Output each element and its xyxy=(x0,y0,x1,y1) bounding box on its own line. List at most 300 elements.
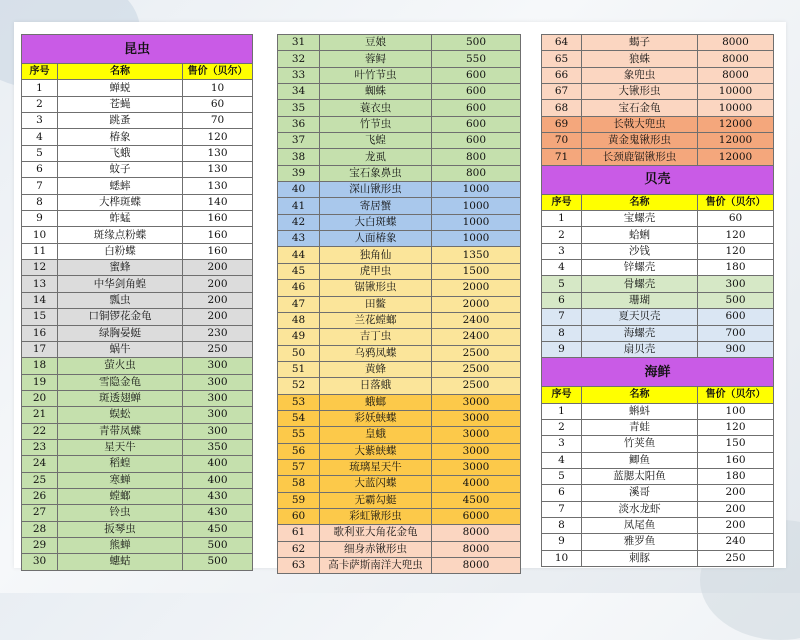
row-number: 66 xyxy=(542,67,582,83)
row-number: 59 xyxy=(278,492,320,508)
shells-header xyxy=(542,165,774,210)
item-price: 10000 xyxy=(698,100,774,116)
row-number: 2 xyxy=(22,96,58,112)
table-row xyxy=(278,525,521,541)
row-number: 36 xyxy=(278,116,320,132)
table-row xyxy=(278,198,521,214)
item-name: 口铜锣花金龟 xyxy=(58,309,183,325)
table-row xyxy=(542,51,774,67)
table-row xyxy=(22,113,253,129)
item-price: 350 xyxy=(183,439,253,455)
item-price: 3000 xyxy=(432,410,521,426)
table-row xyxy=(542,436,774,452)
table-row xyxy=(22,227,253,243)
row-number: 3 xyxy=(542,436,582,452)
item-name: 螳螂 xyxy=(58,488,183,504)
item-price: 6000 xyxy=(432,508,521,524)
seafood-title: 海鲜 xyxy=(542,358,774,387)
item-price: 500 xyxy=(183,537,253,553)
insects-continued-rows-2 xyxy=(542,35,774,166)
item-price: 430 xyxy=(183,488,253,504)
item-price: 70 xyxy=(183,113,253,129)
row-number: 17 xyxy=(22,341,58,357)
table-row xyxy=(278,133,521,149)
item-name: 青蛙 xyxy=(582,419,698,435)
table-row xyxy=(278,296,521,312)
item-price: 800 xyxy=(432,149,521,165)
item-price: 130 xyxy=(183,145,253,161)
item-price: 3000 xyxy=(432,394,521,410)
table-row xyxy=(22,505,253,521)
row-number: 51 xyxy=(278,361,320,377)
row-number: 41 xyxy=(278,198,320,214)
table-row xyxy=(22,243,253,259)
row-number: 53 xyxy=(278,394,320,410)
table-row xyxy=(22,407,253,423)
item-name: 扇贝壳 xyxy=(582,341,698,357)
item-name: 虎甲虫 xyxy=(320,263,432,279)
item-name: 无霸勾蜓 xyxy=(320,492,432,508)
row-number: 30 xyxy=(22,554,58,570)
item-name: 铃虫 xyxy=(58,505,183,521)
row-number: 62 xyxy=(278,541,320,557)
row-number: 58 xyxy=(278,476,320,492)
row-number: 38 xyxy=(278,149,320,165)
item-price: 4000 xyxy=(432,476,521,492)
item-name: 黄金鬼锹形虫 xyxy=(582,133,698,149)
item-name: 蜜蜂 xyxy=(58,260,183,276)
table-row xyxy=(278,149,521,165)
item-name: 扳琴虫 xyxy=(58,521,183,537)
item-name: 夏天贝壳 xyxy=(582,309,698,325)
item-name: 大锹形虫 xyxy=(582,84,698,100)
item-price: 160 xyxy=(183,211,253,227)
item-name: 蜈蚣 xyxy=(58,407,183,423)
table-row xyxy=(278,231,521,247)
table-row xyxy=(278,508,521,524)
item-name: 淡水龙虾 xyxy=(582,501,698,517)
row-number: 19 xyxy=(22,374,58,390)
item-name: 宝螺壳 xyxy=(582,211,698,227)
item-price: 500 xyxy=(432,35,521,51)
item-name: 彩虹锹形虫 xyxy=(320,508,432,524)
row-number: 13 xyxy=(22,276,58,292)
table-row xyxy=(22,211,253,227)
table-row xyxy=(278,541,521,557)
table-row xyxy=(22,439,253,455)
table-row xyxy=(278,410,521,426)
item-price: 3000 xyxy=(432,459,521,475)
insects-continued-column xyxy=(277,34,521,574)
item-name: 青带凤蝶 xyxy=(58,423,183,439)
row-number: 8 xyxy=(22,194,58,210)
row-number: 3 xyxy=(542,243,582,259)
row-number: 6 xyxy=(542,292,582,308)
item-price: 8000 xyxy=(698,51,774,67)
row-number: 28 xyxy=(22,521,58,537)
table-row xyxy=(22,129,253,145)
item-price: 160 xyxy=(183,243,253,259)
item-name: 蜘蛛 xyxy=(320,84,432,100)
row-number: 33 xyxy=(278,67,320,83)
row-number: 24 xyxy=(22,456,58,472)
table-row xyxy=(278,182,521,198)
item-price: 1000 xyxy=(432,214,521,230)
row-number: 61 xyxy=(278,525,320,541)
row-number: 9 xyxy=(542,534,582,550)
table-row xyxy=(278,312,521,328)
item-name: 人面椿象 xyxy=(320,231,432,247)
item-name: 星天牛 xyxy=(58,439,183,455)
col-header-price: 售价（贝尔） xyxy=(698,387,774,403)
table-row xyxy=(22,456,253,472)
item-name: 黄蜂 xyxy=(320,361,432,377)
table-row xyxy=(542,403,774,419)
item-price: 2500 xyxy=(432,361,521,377)
table-row xyxy=(542,67,774,83)
item-name: 宝石金龟 xyxy=(582,100,698,116)
row-number: 67 xyxy=(542,84,582,100)
col-header-price: 售价（贝尔） xyxy=(183,64,253,80)
row-number: 45 xyxy=(278,263,320,279)
row-number: 5 xyxy=(542,468,582,484)
item-price: 300 xyxy=(183,407,253,423)
item-name: 蝌蚪 xyxy=(582,403,698,419)
item-name: 兰花螳螂 xyxy=(320,312,432,328)
row-number: 10 xyxy=(22,227,58,243)
table-row xyxy=(278,476,521,492)
row-number: 48 xyxy=(278,312,320,328)
table-row xyxy=(542,341,774,357)
row-number: 43 xyxy=(278,231,320,247)
item-price: 130 xyxy=(183,162,253,178)
item-name: 大蓝闪蝶 xyxy=(320,476,432,492)
insects-title: 昆虫 xyxy=(22,35,253,64)
item-price: 400 xyxy=(183,472,253,488)
row-number: 60 xyxy=(278,508,320,524)
item-name: 皇蛾 xyxy=(320,427,432,443)
item-name: 飞蛾 xyxy=(58,145,183,161)
table-row xyxy=(22,80,253,96)
table-row xyxy=(542,116,774,132)
item-name: 蚊子 xyxy=(58,162,183,178)
item-name: 田鳖 xyxy=(320,296,432,312)
item-name: 沙钱 xyxy=(582,243,698,259)
row-number: 57 xyxy=(278,459,320,475)
table-row xyxy=(542,468,774,484)
item-price: 8000 xyxy=(698,35,774,51)
row-number: 42 xyxy=(278,214,320,230)
table-row xyxy=(278,378,521,394)
table-row xyxy=(542,419,774,435)
item-price: 60 xyxy=(183,96,253,112)
table-row xyxy=(278,67,521,83)
table-row xyxy=(22,488,253,504)
table-row xyxy=(542,243,774,259)
table-row xyxy=(278,165,521,181)
table-row xyxy=(542,485,774,501)
item-name: 蓝腮太阳鱼 xyxy=(582,468,698,484)
item-name: 鲫鱼 xyxy=(582,452,698,468)
item-name: 狼蛛 xyxy=(582,51,698,67)
row-number: 69 xyxy=(542,116,582,132)
row-number: 26 xyxy=(22,488,58,504)
item-name: 雪隐金龟 xyxy=(58,374,183,390)
item-name: 锯锹形虫 xyxy=(320,280,432,296)
row-number: 3 xyxy=(22,113,58,129)
shells-title: 贝壳 xyxy=(542,165,774,194)
table-row xyxy=(542,309,774,325)
item-name: 深山锹形虫 xyxy=(320,182,432,198)
item-price: 60 xyxy=(698,211,774,227)
item-name: 寄居蟹 xyxy=(320,198,432,214)
row-number: 20 xyxy=(22,390,58,406)
table-row xyxy=(278,459,521,475)
item-price: 300 xyxy=(183,423,253,439)
table-row xyxy=(22,472,253,488)
item-name: 凤尾鱼 xyxy=(582,517,698,533)
row-number: 46 xyxy=(278,280,320,296)
table-row xyxy=(542,133,774,149)
insects-rows xyxy=(22,80,253,570)
row-number: 1 xyxy=(22,80,58,96)
item-name: 锌螺壳 xyxy=(582,260,698,276)
table-row xyxy=(22,390,253,406)
insects-table xyxy=(21,34,253,571)
item-name: 骨螺壳 xyxy=(582,276,698,292)
row-number: 68 xyxy=(542,100,582,116)
row-number: 1 xyxy=(542,211,582,227)
item-price: 250 xyxy=(698,550,774,566)
item-name: 海螺壳 xyxy=(582,325,698,341)
item-name: 雅罗鱼 xyxy=(582,534,698,550)
table-row xyxy=(542,260,774,276)
item-price: 160 xyxy=(183,227,253,243)
item-price: 200 xyxy=(698,501,774,517)
item-price: 2000 xyxy=(432,280,521,296)
item-name: 斑透翅蝉 xyxy=(58,390,183,406)
item-price: 2000 xyxy=(432,296,521,312)
item-name: 蚱蜢 xyxy=(58,211,183,227)
item-price: 900 xyxy=(698,341,774,357)
item-price: 200 xyxy=(183,309,253,325)
table-row xyxy=(278,35,521,51)
item-name: 苍蝇 xyxy=(58,96,183,112)
row-number: 39 xyxy=(278,165,320,181)
item-name: 寒蝉 xyxy=(58,472,183,488)
table-row xyxy=(542,100,774,116)
row-number: 18 xyxy=(22,358,58,374)
item-price: 600 xyxy=(698,309,774,325)
item-price: 200 xyxy=(698,485,774,501)
item-name: 蓑衣虫 xyxy=(320,100,432,116)
row-number: 56 xyxy=(278,443,320,459)
item-price: 200 xyxy=(183,260,253,276)
row-number: 9 xyxy=(542,341,582,357)
item-name: 长戟大兜虫 xyxy=(582,116,698,132)
table-row xyxy=(278,51,521,67)
row-number: 9 xyxy=(22,211,58,227)
item-price: 200 xyxy=(183,276,253,292)
table-row xyxy=(22,178,253,194)
item-price: 1000 xyxy=(432,182,521,198)
item-price: 300 xyxy=(183,358,253,374)
item-price: 120 xyxy=(698,227,774,243)
item-name: 椿象 xyxy=(58,129,183,145)
table-row xyxy=(278,345,521,361)
table-row xyxy=(22,537,253,553)
insects-continued-rows xyxy=(278,35,521,574)
seafood-header xyxy=(542,358,774,403)
item-price: 4500 xyxy=(432,492,521,508)
table-row xyxy=(542,227,774,243)
item-price: 1000 xyxy=(432,231,521,247)
item-price: 200 xyxy=(183,292,253,308)
row-number: 7 xyxy=(542,309,582,325)
item-name: 日落蛾 xyxy=(320,378,432,394)
row-number: 4 xyxy=(542,452,582,468)
item-name: 刺豚 xyxy=(582,550,698,566)
row-number: 37 xyxy=(278,133,320,149)
item-name: 龙虱 xyxy=(320,149,432,165)
table-row xyxy=(22,145,253,161)
row-number: 4 xyxy=(22,129,58,145)
table-row xyxy=(278,280,521,296)
item-price: 600 xyxy=(432,116,521,132)
row-number: 25 xyxy=(22,472,58,488)
item-price: 160 xyxy=(698,452,774,468)
row-number: 34 xyxy=(278,84,320,100)
item-name: 高卡萨斯南洋大兜虫 xyxy=(320,558,432,574)
table-row xyxy=(542,501,774,517)
row-number: 2 xyxy=(542,227,582,243)
table-row xyxy=(278,558,521,574)
row-number: 64 xyxy=(542,35,582,51)
col-header-name: 名称 xyxy=(582,387,698,403)
item-name: 稻蝗 xyxy=(58,456,183,472)
item-name: 宝石象鼻虫 xyxy=(320,165,432,181)
item-name: 飞蝗 xyxy=(320,133,432,149)
row-number: 55 xyxy=(278,427,320,443)
item-name: 象兜虫 xyxy=(582,67,698,83)
item-name: 萤火虫 xyxy=(58,358,183,374)
table-row xyxy=(542,149,774,165)
item-price: 8000 xyxy=(432,525,521,541)
table-row xyxy=(22,162,253,178)
row-number: 63 xyxy=(278,558,320,574)
item-price: 300 xyxy=(183,390,253,406)
item-price: 500 xyxy=(183,554,253,570)
row-number: 2 xyxy=(542,419,582,435)
item-price: 2500 xyxy=(432,345,521,361)
row-number: 10 xyxy=(542,550,582,566)
table-row xyxy=(22,96,253,112)
item-price: 1500 xyxy=(432,263,521,279)
row-number: 70 xyxy=(542,133,582,149)
item-name: 琉璃星天牛 xyxy=(320,459,432,475)
row-number: 8 xyxy=(542,325,582,341)
item-name: 彩妖蛱蝶 xyxy=(320,410,432,426)
table-row xyxy=(542,452,774,468)
row-number: 44 xyxy=(278,247,320,263)
right-column xyxy=(541,34,774,567)
table-row xyxy=(22,554,253,570)
item-name: 大白斑蝶 xyxy=(320,214,432,230)
item-name: 蟪蛄 xyxy=(58,554,183,570)
row-number: 65 xyxy=(542,51,582,67)
row-number: 27 xyxy=(22,505,58,521)
item-name: 竹荚鱼 xyxy=(582,436,698,452)
shells-rows xyxy=(542,211,774,358)
row-number: 7 xyxy=(22,178,58,194)
row-number: 11 xyxy=(22,243,58,259)
table-row xyxy=(278,263,521,279)
insects-column xyxy=(21,34,253,571)
item-name: 歌利亚大角花金龟 xyxy=(320,525,432,541)
col-header-name: 名称 xyxy=(582,194,698,210)
table-row xyxy=(22,423,253,439)
item-name: 瓢虫 xyxy=(58,292,183,308)
item-price: 8000 xyxy=(432,558,521,574)
row-number: 21 xyxy=(22,407,58,423)
row-number: 6 xyxy=(22,162,58,178)
item-name: 竹节虫 xyxy=(320,116,432,132)
table-row xyxy=(542,292,774,308)
col-header-price: 售价（贝尔） xyxy=(698,194,774,210)
row-number: 40 xyxy=(278,182,320,198)
table-row xyxy=(22,276,253,292)
item-name: 细身赤锹形虫 xyxy=(320,541,432,557)
row-number: 29 xyxy=(22,537,58,553)
table-row xyxy=(278,492,521,508)
table-row xyxy=(542,211,774,227)
item-name: 跳蚤 xyxy=(58,113,183,129)
table-row xyxy=(542,325,774,341)
table-row xyxy=(542,534,774,550)
row-number: 15 xyxy=(22,309,58,325)
item-price: 10 xyxy=(183,80,253,96)
item-price: 450 xyxy=(183,521,253,537)
item-price: 1000 xyxy=(432,198,521,214)
item-price: 8000 xyxy=(432,541,521,557)
row-number: 14 xyxy=(22,292,58,308)
table-row xyxy=(542,84,774,100)
row-number: 16 xyxy=(22,325,58,341)
item-name: 熊蝉 xyxy=(58,537,183,553)
table-row xyxy=(278,84,521,100)
item-price: 430 xyxy=(183,505,253,521)
item-price: 600 xyxy=(432,133,521,149)
item-price: 140 xyxy=(183,194,253,210)
col-header-number: 序号 xyxy=(542,387,582,403)
col-header-name: 名称 xyxy=(58,64,183,80)
table-row xyxy=(542,35,774,51)
item-price: 120 xyxy=(698,243,774,259)
row-number: 32 xyxy=(278,51,320,67)
item-price: 180 xyxy=(698,468,774,484)
item-price: 180 xyxy=(698,260,774,276)
item-price: 12000 xyxy=(698,116,774,132)
table-row xyxy=(22,292,253,308)
item-name: 蛤蜊 xyxy=(582,227,698,243)
row-number: 6 xyxy=(542,485,582,501)
item-name: 豆娘 xyxy=(320,35,432,51)
table-row xyxy=(278,361,521,377)
row-number: 1 xyxy=(542,403,582,419)
price-sheet xyxy=(14,22,786,572)
table-row xyxy=(278,427,521,443)
row-number: 4 xyxy=(542,260,582,276)
